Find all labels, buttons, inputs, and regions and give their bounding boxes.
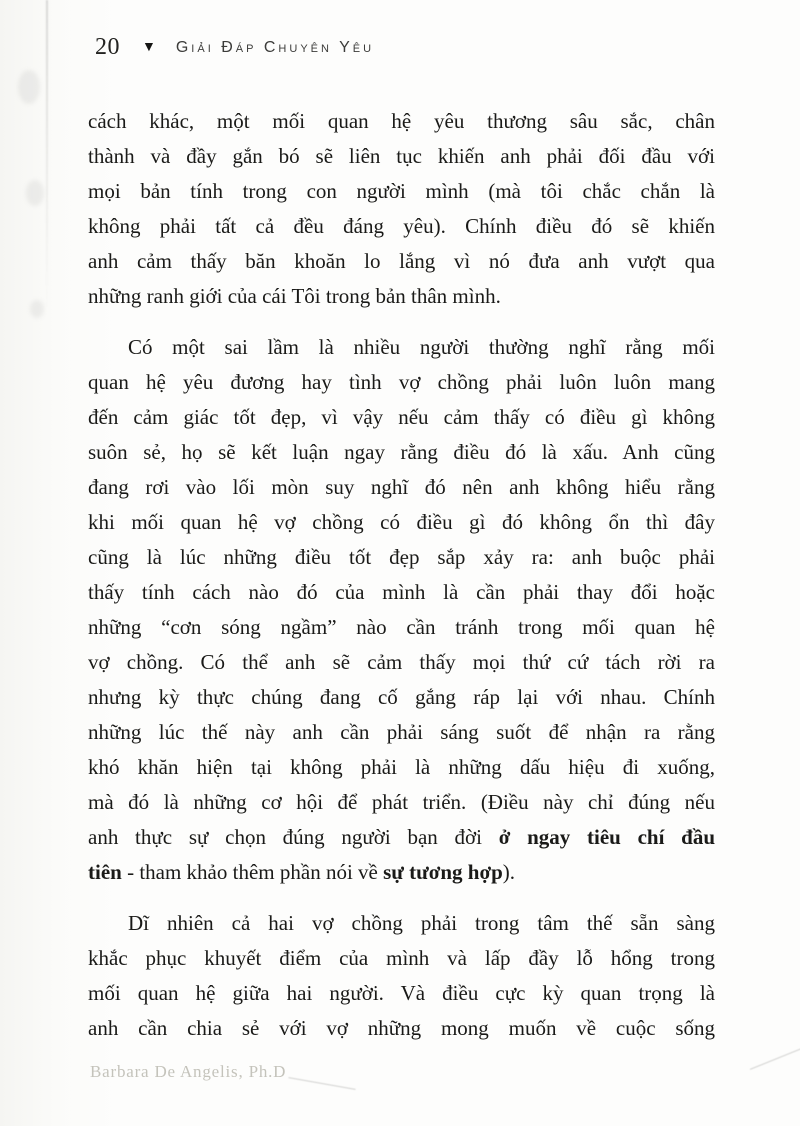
body-text: những lúc thế này anh cần phải sáng suốt để nhận ra rằng <box>88 720 715 744</box>
body-text: khó khăn hiện tại không phải là những dấu hiệu đi xuống, <box>88 755 715 779</box>
text-line <box>88 976 715 1011</box>
scan-scratch <box>288 1077 355 1090</box>
body-text: đến cảm giác tốt đẹp, vì vậy nếu cảm thấy có điều gì không <box>88 405 715 429</box>
scan-scratch <box>750 1047 800 1070</box>
text-line <box>88 855 715 890</box>
body-text: khắc phục khuyết điểm của mình và lấp đầy lỗ hổng trong <box>88 946 715 970</box>
body-text: thành và đầy gắn bó sẽ liên tục khiến anh phải đối đầu với <box>88 144 715 168</box>
body-text: anh cần chia sẻ với vợ những mong muốn về cuộc sống <box>88 1016 715 1040</box>
body-text: thấy tính cách nào đó của mình là cần phải thay đổi hoặc <box>88 580 715 604</box>
bold-text: tiên <box>88 860 122 884</box>
text-line <box>88 104 715 139</box>
text-line <box>88 941 715 976</box>
page-body <box>88 104 715 1046</box>
running-title: Giải Đáp Chuyên Yêu <box>175 38 375 56</box>
body-text: vợ chồng. Có thể anh sẽ cảm thấy mọi thứ cứ tách rời ra <box>88 650 715 674</box>
body-text: ). <box>502 860 516 884</box>
text-line <box>88 505 715 540</box>
down-triangle-icon: ▼ <box>142 39 156 55</box>
scan-speckle <box>26 180 44 206</box>
scan-speckle <box>30 300 44 318</box>
body-text: những “cơn sóng ngầm” nào cần tránh trong mối quan hệ <box>88 615 715 639</box>
body-text: Dĩ nhiên cả hai vợ chồng phải trong tâm thế sẵn sàng <box>128 911 715 935</box>
body-text: cách khác, một mối quan hệ yêu thương sâu sắc, chân <box>88 109 715 133</box>
text-line <box>88 750 715 785</box>
author-name: Barbara De Angelis, Ph.D <box>90 1062 287 1081</box>
body-text: đang rơi vào lối mòn suy nghĩ đó nên anh không hiểu rằng <box>88 475 715 499</box>
scan-speckle <box>18 70 40 104</box>
body-text: khi mối quan hệ vợ chồng có điều gì đó không ổn thì đây <box>88 510 715 534</box>
text-line <box>88 1011 715 1046</box>
body-text: quan hệ yêu đương hay tình vợ chồng phải luôn luôn mang <box>88 370 715 394</box>
paragraph <box>88 104 715 314</box>
paragraph <box>88 330 715 890</box>
body-text: anh thực sự chọn đúng người bạn đời <box>88 825 499 849</box>
text-line <box>88 540 715 575</box>
text-line <box>88 906 715 941</box>
bold-text: sự tương hợp <box>383 860 503 884</box>
body-text: những ranh giới của cái Tôi trong bản thân mình. <box>88 284 501 308</box>
text-line <box>88 680 715 715</box>
body-text: suôn sẻ, họ sẽ kết luận ngay rằng điều đó là xấu. Anh cũng <box>88 440 715 464</box>
text-line <box>88 785 715 820</box>
text-line <box>88 645 715 680</box>
text-line <box>88 820 715 855</box>
page-footer <box>90 1062 286 1082</box>
text-line <box>88 174 715 209</box>
body-text: Có một sai lầm là nhiều người thường nghĩ rằng mối <box>128 335 715 359</box>
spine-shadow <box>46 0 48 310</box>
text-line <box>88 330 715 365</box>
body-text: cũng là lúc những điều tốt đẹp sắp xảy ra: anh buộc phải <box>88 545 715 569</box>
body-text: mọi bản tính trong con người mình (mà tôi chắc chắn là <box>88 179 715 203</box>
text-line <box>88 209 715 244</box>
page-number: 20 <box>95 34 120 60</box>
text-line <box>88 610 715 645</box>
page-header <box>95 34 374 61</box>
body-text: - tham khảo thêm phần nói về <box>121 860 384 884</box>
body-text: không phải tất cả đều đáng yêu). Chính điều đó sẽ khiến <box>88 214 715 238</box>
bold-text: ở ngay tiêu chí đầu <box>498 825 715 849</box>
body-text: mà đó là những cơ hội để phát triển. (Điều này chỉ đúng nếu <box>88 790 715 814</box>
text-line <box>88 139 715 174</box>
body-text: mối quan hệ giữa hai người. Và điều cực kỳ quan trọng là <box>88 981 715 1005</box>
paragraph <box>88 906 715 1046</box>
text-line <box>88 244 715 279</box>
body-text: anh cảm thấy băn khoăn lo lắng vì nó đưa anh vượt qua <box>88 249 715 273</box>
text-line <box>88 470 715 505</box>
text-line <box>88 279 715 314</box>
text-line <box>88 715 715 750</box>
text-line <box>88 365 715 400</box>
text-line <box>88 400 715 435</box>
body-text: nhưng kỳ thực chúng đang cố gắng ráp lại với nhau. Chính <box>88 685 715 709</box>
text-line <box>88 435 715 470</box>
text-line <box>88 575 715 610</box>
